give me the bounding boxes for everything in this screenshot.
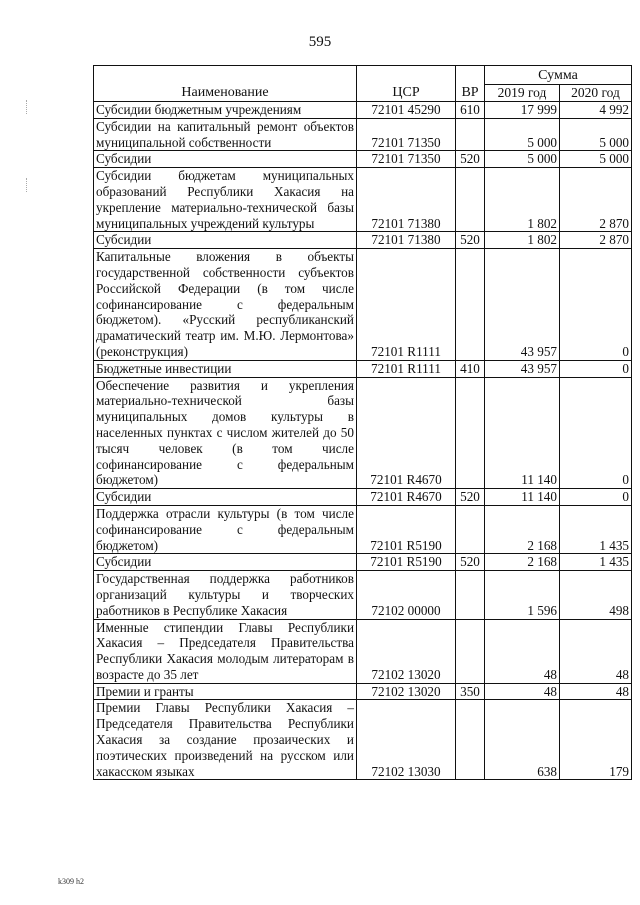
row-sum-2020: 0 (560, 249, 632, 361)
table-row (94, 232, 632, 249)
row-name: Субсидии (94, 489, 357, 506)
row-sum-2020: 0 (560, 360, 632, 377)
row-csr: 72101 45290 (357, 102, 456, 119)
table-body (94, 102, 632, 780)
row-name: Субсидии (94, 151, 357, 168)
row-vr (456, 700, 485, 780)
table-row (94, 249, 632, 361)
row-sum-2020: 179 (560, 700, 632, 780)
table-row (94, 505, 632, 553)
footer-code: k309 h2 (58, 877, 84, 886)
header-vr: ВР (456, 66, 485, 102)
table-row (94, 118, 632, 151)
table-row (94, 619, 632, 683)
row-sum-2019: 638 (485, 700, 560, 780)
row-name: Премии и гранты (94, 683, 357, 700)
row-vr (456, 377, 485, 489)
row-vr: 410 (456, 360, 485, 377)
row-sum-2020: 0 (560, 489, 632, 506)
row-csr: 72102 13020 (357, 683, 456, 700)
table-row (94, 700, 632, 780)
row-sum-2020: 48 (560, 683, 632, 700)
row-sum-2019: 1 802 (485, 168, 560, 232)
row-vr (456, 619, 485, 683)
row-sum-2020: 4 992 (560, 102, 632, 119)
row-sum-2020: 5 000 (560, 118, 632, 151)
row-sum-2020: 5 000 (560, 151, 632, 168)
row-name: Субсидии на капитальный ремонт объектов муниципальной собственности (94, 118, 357, 151)
row-sum-2020: 1 435 (560, 505, 632, 553)
table-row (94, 683, 632, 700)
row-name: Субсидии бюджетам муниципальных образований Республики Хакасия на укрепление материально-технической базы муниципальных учреждений культуры (94, 168, 357, 232)
row-vr (456, 571, 485, 619)
row-sum-2019: 5 000 (485, 151, 560, 168)
row-name: Обеспечение развития и укрепления материально-технической базы муниципальных домов культуры в населенных пунктах с числом жителей до 50 тысяч человек (в том числе софинансирование с федеральным бюджетом) (94, 377, 357, 489)
table-row (94, 489, 632, 506)
row-sum-2019: 1 596 (485, 571, 560, 619)
table-row (94, 151, 632, 168)
row-csr: 72101 R4670 (357, 377, 456, 489)
row-sum-2019: 17 999 (485, 102, 560, 119)
row-sum-2019: 1 802 (485, 232, 560, 249)
table-row (94, 554, 632, 571)
budget-table (93, 65, 632, 780)
row-csr: 72102 13030 (357, 700, 456, 780)
row-csr: 72102 13020 (357, 619, 456, 683)
page-number: 595 (308, 34, 332, 50)
row-sum-2020: 498 (560, 571, 632, 619)
row-name: Капитальные вложения в объекты государственной собственности субъектов Российской Федерации (в том числе софинансирование с федеральным бюджетом). «Русский республиканский драматический театр им. М.Ю. Лермонтова» (реконструкция) (94, 249, 357, 361)
scan-margin-mark (26, 178, 29, 192)
table-row (94, 377, 632, 489)
row-vr: 520 (456, 554, 485, 571)
row-name: Субсидии (94, 554, 357, 571)
row-name: Бюджетные инвестиции (94, 360, 357, 377)
row-csr: 72101 R4670 (357, 489, 456, 506)
row-sum-2019: 48 (485, 619, 560, 683)
row-name: Государственная поддержка работников организаций культуры и творческих работников в Республике Хакасия (94, 571, 357, 619)
row-name: Премии Главы Республики Хакасия – Председателя Правительства Республики Хакасия за создание прозаических и поэтических произведений на русском или хакасском языках (94, 700, 357, 780)
row-vr: 520 (456, 151, 485, 168)
row-sum-2019: 48 (485, 683, 560, 700)
header-year-2020: 2020 год (560, 85, 632, 102)
row-sum-2019: 11 140 (485, 377, 560, 489)
row-vr (456, 118, 485, 151)
row-sum-2019: 5 000 (485, 118, 560, 151)
row-csr: 72101 R5190 (357, 554, 456, 571)
row-sum-2019: 2 168 (485, 554, 560, 571)
header-name: Наименование (94, 66, 357, 102)
row-name: Субсидии (94, 232, 357, 249)
row-vr: 520 (456, 232, 485, 249)
row-sum-2020: 0 (560, 377, 632, 489)
row-sum-2020: 48 (560, 619, 632, 683)
row-sum-2020: 2 870 (560, 232, 632, 249)
row-vr: 350 (456, 683, 485, 700)
row-vr (456, 505, 485, 553)
row-name: Поддержка отрасли культуры (в том числе софинансирование с федеральным бюджетом) (94, 505, 357, 553)
table-row (94, 102, 632, 119)
row-name: Именные стипендии Главы Республики Хакасия – Председателя Правительства Республики Хакасия молодым литераторам в возрасте до 35 лет (94, 619, 357, 683)
row-sum-2019: 2 168 (485, 505, 560, 553)
row-csr: 72101 71380 (357, 168, 456, 232)
row-csr: 72101 71350 (357, 151, 456, 168)
row-sum-2019: 11 140 (485, 489, 560, 506)
row-sum-2020: 1 435 (560, 554, 632, 571)
row-csr: 72101 R5190 (357, 505, 456, 553)
row-name: Субсидии бюджетным учреждениям (94, 102, 357, 119)
row-csr: 72101 R1111 (357, 360, 456, 377)
table-row (94, 168, 632, 232)
row-sum-2020: 2 870 (560, 168, 632, 232)
scan-margin-mark (26, 100, 29, 114)
row-csr: 72101 R1111 (357, 249, 456, 361)
row-vr: 520 (456, 489, 485, 506)
row-vr: 610 (456, 102, 485, 119)
table-row (94, 571, 632, 619)
row-vr (456, 249, 485, 361)
header-year-2019: 2019 год (485, 85, 560, 102)
row-csr: 72102 00000 (357, 571, 456, 619)
header-sum: Сумма (485, 66, 632, 85)
row-csr: 72101 71380 (357, 232, 456, 249)
header-csr: ЦСР (357, 66, 456, 102)
row-sum-2019: 43 957 (485, 360, 560, 377)
row-csr: 72101 71350 (357, 118, 456, 151)
row-vr (456, 168, 485, 232)
table-row (94, 360, 632, 377)
row-sum-2019: 43 957 (485, 249, 560, 361)
